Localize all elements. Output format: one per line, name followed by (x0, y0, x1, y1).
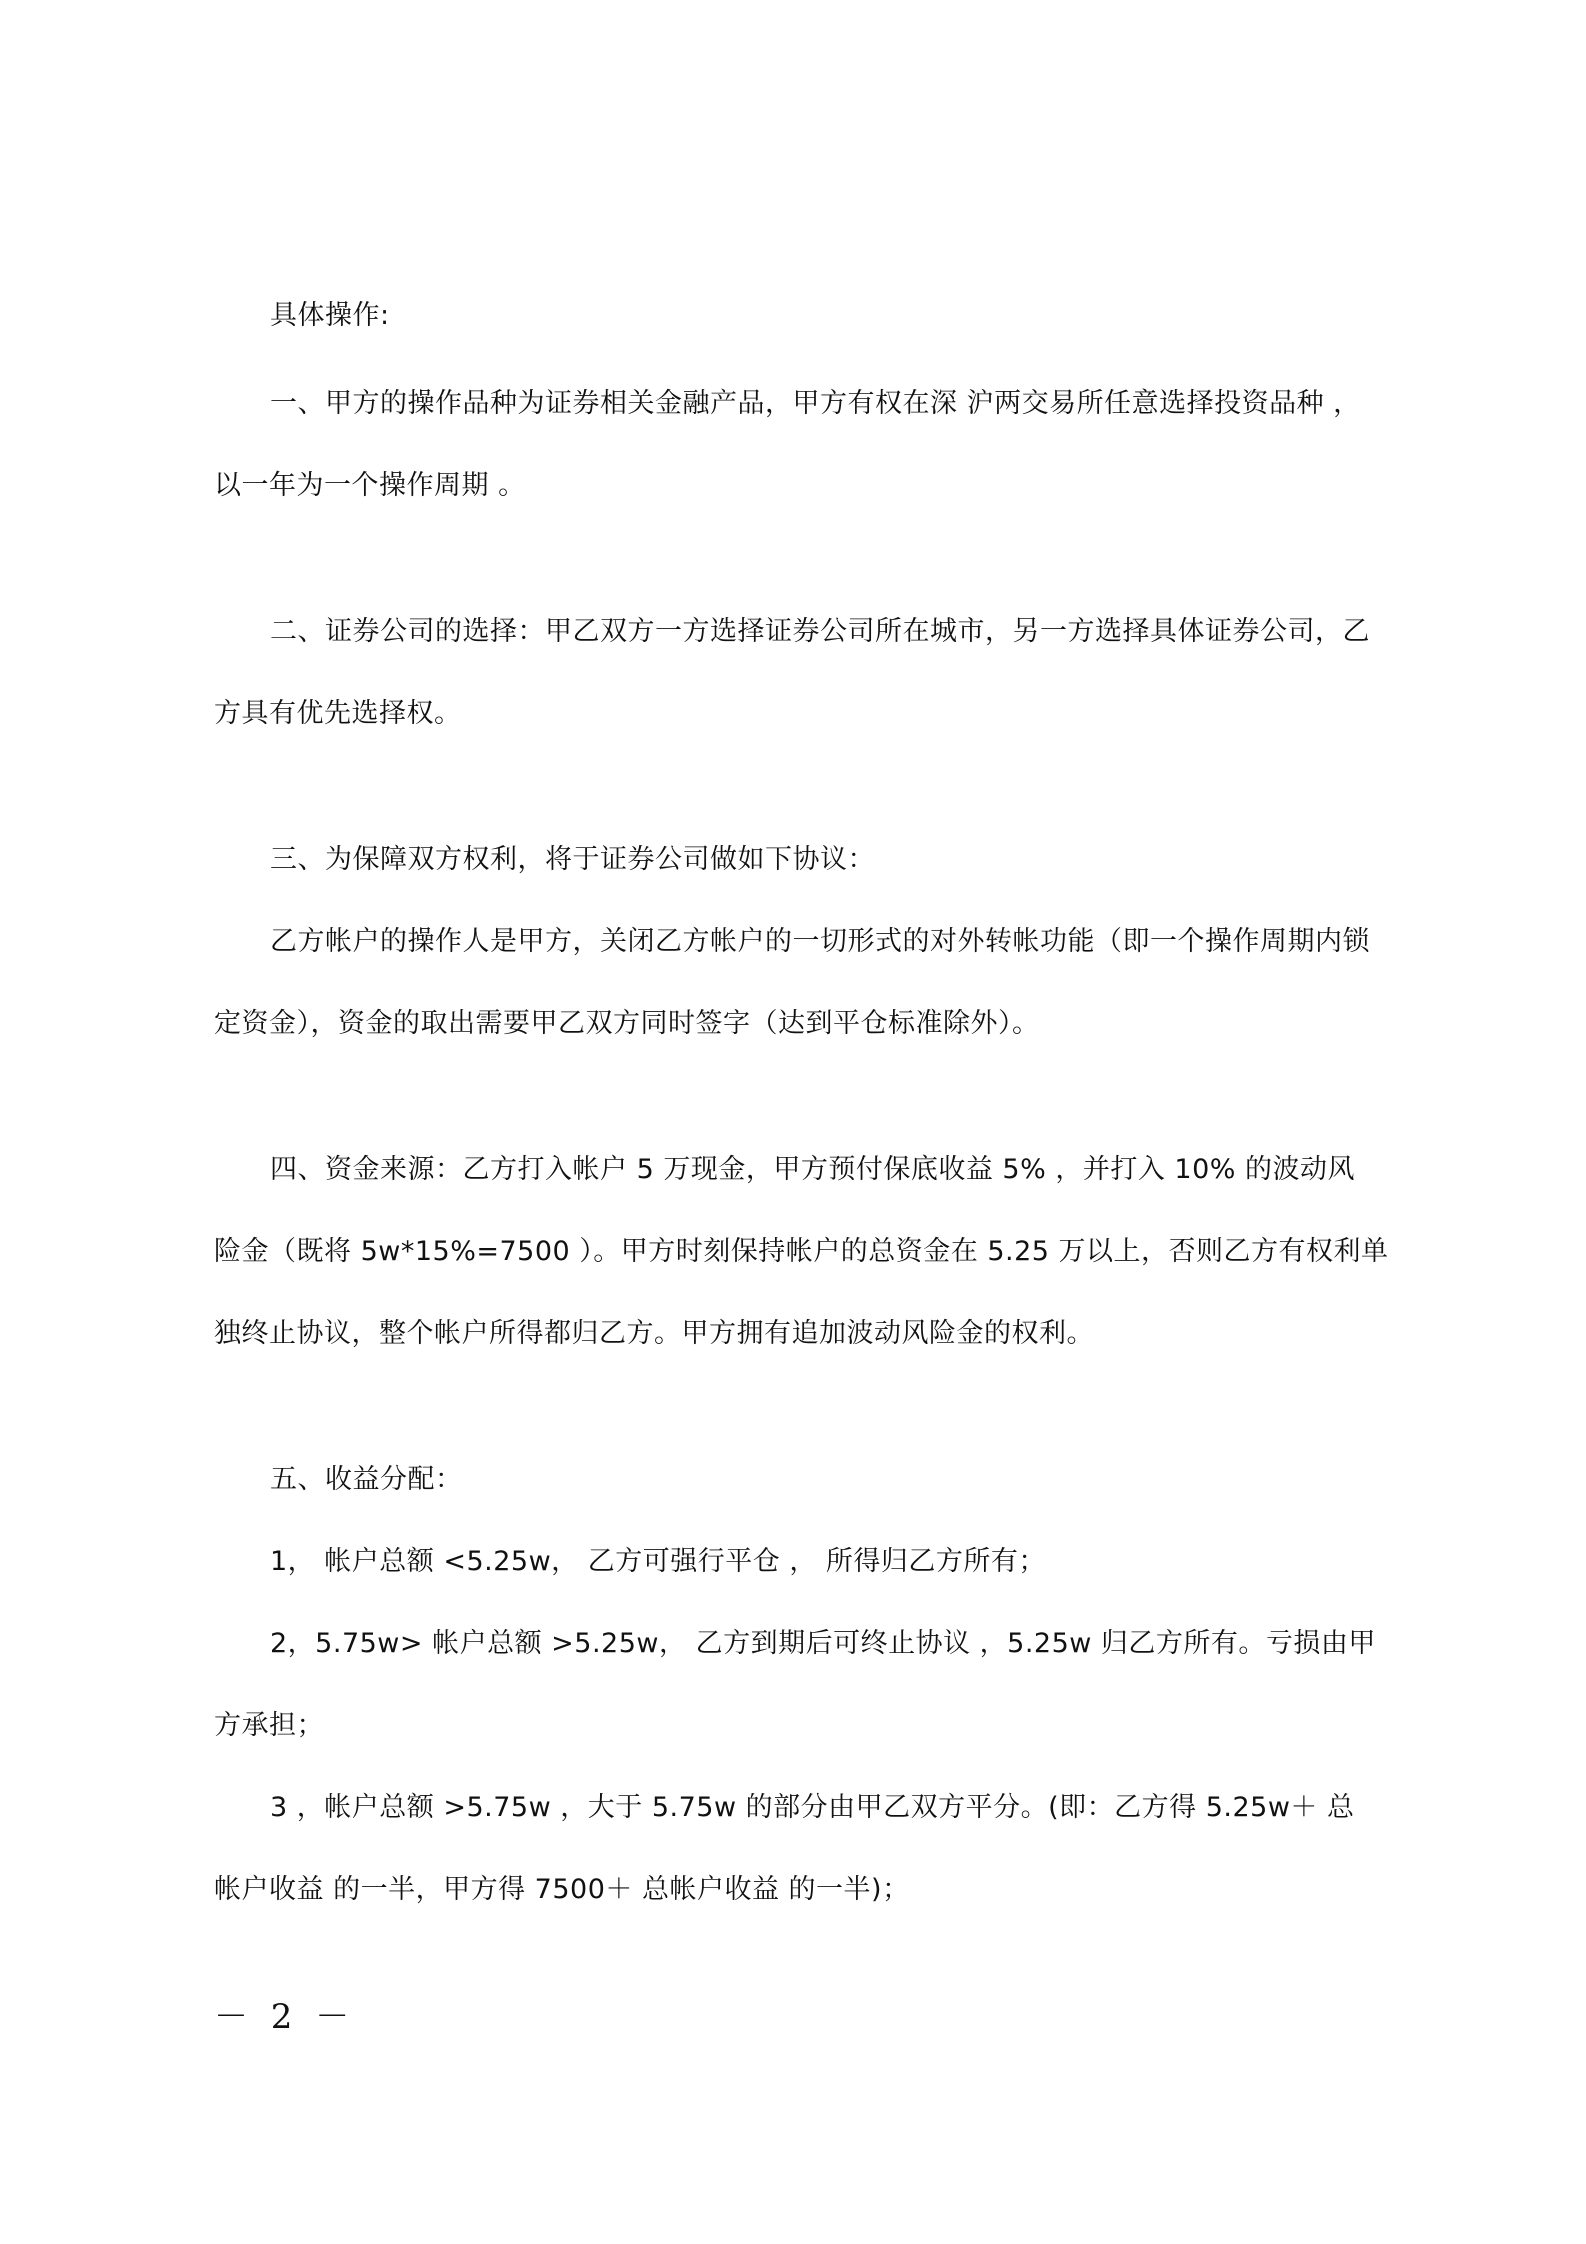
clause-5-heading: 五、收益分配： (270, 1464, 463, 1495)
clause-5-item-3-line-1: 3 ，帐户总额 >5.75w ，大于 5.75w 的部分由甲乙双方平分。(即：乙方得 5.25w＋ 总 (270, 1792, 1355, 1823)
clause-5-item-2-line-2: 方承担； (214, 1710, 324, 1741)
section-heading-specific-operations: 具体操作: (270, 300, 390, 331)
clause-2-line-1: 二、证券公司的选择：甲乙双方一方选择证券公司所在城市，另一方选择具体证券公司，乙 (270, 616, 1370, 647)
clause-5-item-2-line-1: 2，5.75w> 帐户总额 >5.25w， 乙方到期后可终止协议 ，5.25w 归乙方所有。亏损由甲 (270, 1628, 1376, 1659)
clause-4-line-2: 险金（既将 5w*15%=7500 ）。甲方时刻保持帐户的总资金在 5.25 万以上，否则乙方有权利单 (214, 1236, 1389, 1267)
clause-4-line-3: 独终止协议，整个帐户所得都归乙方。甲方拥有追加波动风险金的权利。 (214, 1318, 1094, 1349)
clause-2-line-2: 方具有优先选择权。 (214, 698, 462, 729)
clause-4-line-1: 四、资金来源：乙方打入帐户 5 万现金，甲方预付保底收益 5% ，并打入 10% 的波动风 (270, 1154, 1356, 1185)
clause-5-item-3-line-2: 帐户收益 的一半，甲方得 7500＋ 总帐户收益 的一半)； (214, 1874, 910, 1905)
clause-1-line-2: 以一年为一个操作周期 。 (214, 470, 526, 501)
clause-1-line-1: 一、甲方的操作品种为证券相关金融产品，甲方有权在深 沪两交易所任意选择投资品种 ， (270, 388, 1361, 419)
clause-3-line-1: 乙方帐户的操作人是甲方，关闭乙方帐户的一切形式的对外转帐功能（即一个操作周期内锁 (270, 926, 1370, 957)
page-number: － 2 － (214, 1997, 356, 2037)
clause-3-heading: 三、为保障双方权利，将于证券公司做如下协议： (270, 844, 875, 875)
clause-5-item-1: 1， 帐户总额 <5.25w， 乙方可强行平仓 ， 所得归乙方所有； (270, 1546, 1046, 1577)
clause-3-line-2: 定资金），资金的取出需要甲乙双方同时签字（达到平仓标准除外）。 (214, 1008, 1040, 1039)
